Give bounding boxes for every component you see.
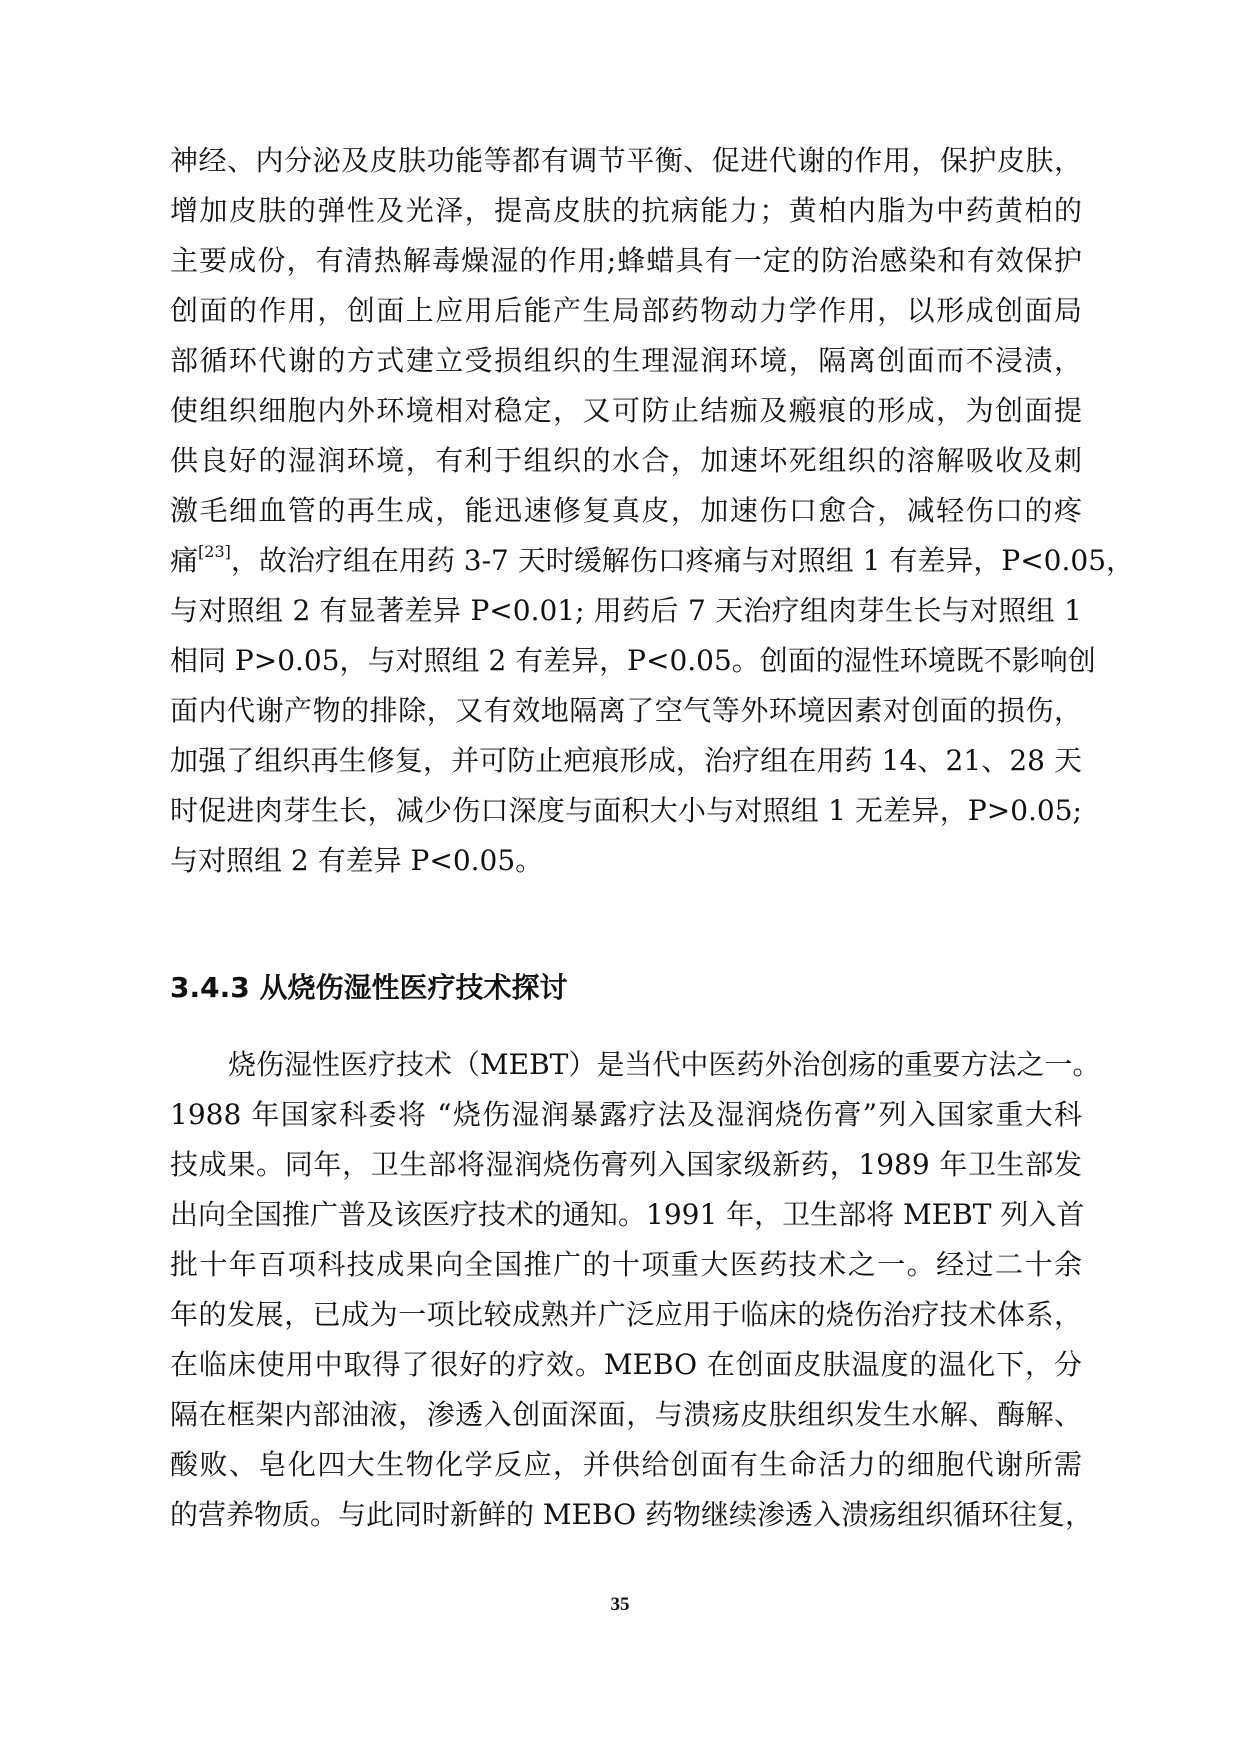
paragraph-line: 与对照组 2 有差异 P<0.05。 bbox=[170, 844, 544, 877]
paragraph-line: 技成果。同年，卫生部将湿润烧伤膏列入国家级新药，1989 年卫生部发 bbox=[170, 1148, 1082, 1181]
paragraph-line: 面内代谢产物的排除，又有效地隔离了空气等外环境因素对创面的损伤， bbox=[170, 694, 1082, 727]
paragraph-line-with-citation bbox=[170, 541, 1135, 581]
citation-reference: [23] bbox=[198, 542, 231, 561]
paragraph-line: 年的发展，已成为一项比较成熟并广泛应用于临床的烧伤治疗技术体系， bbox=[170, 1298, 1082, 1331]
paragraph-line: 激毛细血管的再生成，能迅速修复真皮，加速伤口愈合，减轻伤口的疼 bbox=[170, 494, 1082, 527]
paragraph-line: 时促进肉芽生长，减少伤口深度与面积大小与对照组 1 无差异，P>0.05; bbox=[170, 794, 1082, 827]
paragraph-line: 出向全国推广普及该医疗技术的通知。1991 年，卫生部将 MEBT 列入首 bbox=[170, 1198, 1085, 1231]
paragraph-line: 加强了组织再生修复，并可防止疤痕形成，治疗组在用药 14、21、28 天 bbox=[170, 744, 1082, 777]
paragraph-line: 创面的作用，创面上应用后能产生局部药物动力学作用，以形成创面局 bbox=[170, 294, 1082, 327]
paragraph-line: 供良好的湿润环境，有利于组织的水合，加速坏死组织的溶解吸收及刺 bbox=[170, 444, 1082, 477]
paragraph-line: 在临床使用中取得了很好的疗效。MEBO 在创面皮肤温度的温化下，分 bbox=[170, 1348, 1082, 1381]
paragraph-line: 部循环代谢的方式建立受损组织的生理湿润环境，隔离创面而不浸渍， bbox=[170, 344, 1082, 377]
paragraph-line: 批十年百项科技成果向全国推广的十项重大医药技术之一。经过二十余 bbox=[170, 1248, 1082, 1281]
paragraph-line: 使组织细胞内外环境相对稳定，又可防止结痂及瘢痕的形成，为创面提 bbox=[170, 394, 1082, 427]
paragraph-line: 酸败、皂化四大生物化学反应，并供给创面有生命活力的细胞代谢所需 bbox=[170, 1448, 1082, 1481]
page-number: 35 bbox=[610, 1594, 630, 1615]
citation-line-start: 痛 bbox=[170, 544, 199, 577]
section-heading: 3.4.3 从烧伤湿性医疗技术探讨 bbox=[170, 971, 568, 1004]
paragraph-line: 与对照组 2 有显著差异 P<0.01; 用药后 7 天治疗组肉芽生长与对照组 1 bbox=[170, 594, 1082, 627]
paragraph-line: 相同 P>0.05，与对照组 2 有差异，P<0.05。创面的湿性环境既不影响创 bbox=[170, 644, 1096, 677]
paragraph-line: 隔在框架内部油液，渗透入创面深面，与溃疡皮肤组织发生水解、酶解、 bbox=[170, 1398, 1082, 1431]
paragraph-line: 1988 年国家科委将 “烧伤湿润暴露疗法及湿润烧伤膏”列入国家重大科 bbox=[170, 1098, 1082, 1131]
citation-line-end: ，故治疗组在用药 3-7 天时缓解伤口疼痛与对照组 1 有差异，P<0.05， bbox=[230, 544, 1135, 577]
paragraph-line: 烧伤湿性医疗技术（MEBT）是当代中医药外治创疡的重要方法之一。 bbox=[228, 1048, 1101, 1081]
paragraph-line: 增加皮肤的弹性及光泽，提高皮肤的抗病能力；黄柏内脂为中药黄柏的 bbox=[170, 194, 1082, 227]
paragraph-line: 神经、内分泌及皮肤功能等都有调节平衡、促进代谢的作用，保护皮肤， bbox=[170, 144, 1082, 177]
paragraph-line: 主要成份，有清热解毒燥湿的作用;蜂蜡具有一定的防治感染和有效保护 bbox=[170, 244, 1082, 277]
paragraph-line: 的营养物质。与此同时新鲜的 MEBO 药物继续渗透入溃疡组织循环往复， bbox=[170, 1498, 1093, 1531]
